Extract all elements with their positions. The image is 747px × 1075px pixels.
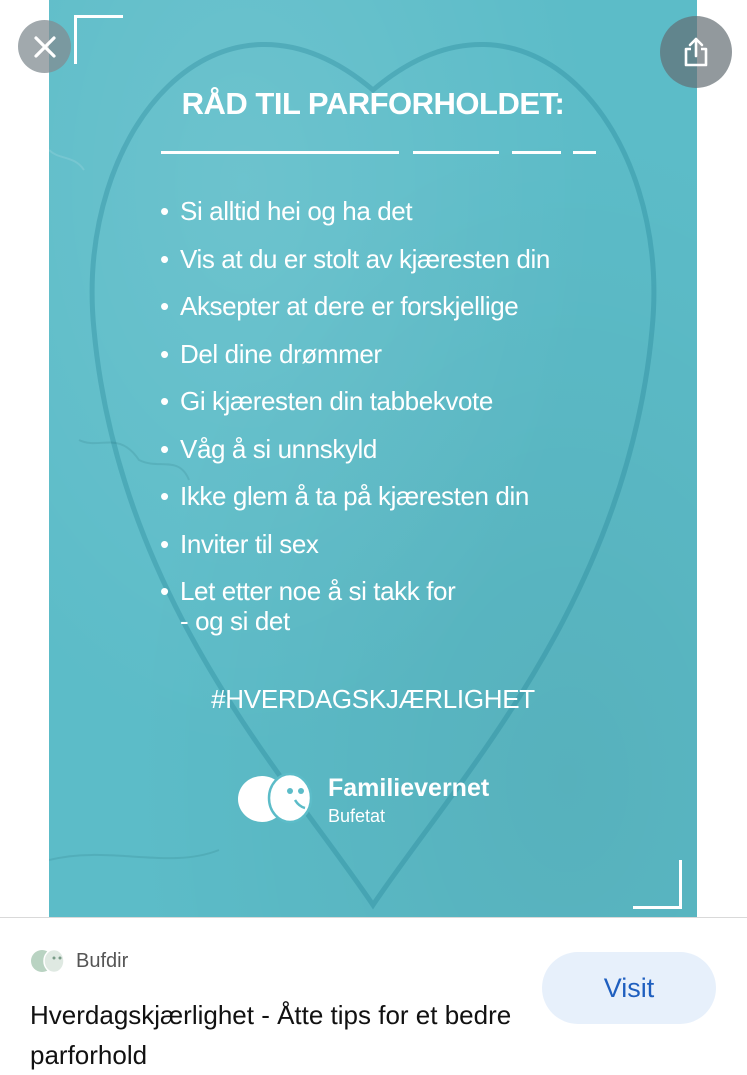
- tip-item: [160, 576, 620, 636]
- tip-text: • Inviter til sex: [180, 528, 319, 559]
- share-icon: [681, 36, 711, 68]
- title-underline: [512, 151, 561, 154]
- tips-list: [160, 196, 620, 654]
- bufdir-logo-icon: [30, 948, 66, 974]
- tip-text: • Aksepter at dere er forskjellige: [180, 291, 519, 321]
- tip-item: [160, 386, 620, 416]
- tip-text: • Let etter noe å si takk for: [180, 576, 456, 606]
- hashtag: #HVERDAGSKJÆRLIGHET: [211, 684, 535, 714]
- share-button[interactable]: [660, 16, 732, 88]
- pin-title: Hverdagskjærlighet - Åtte tips for et bedre parforhold: [30, 1000, 512, 1070]
- visit-button[interactable]: Visit: [542, 952, 716, 1024]
- tip-text: • Våg å si unnskyld: [180, 433, 377, 464]
- brand-subtitle: Bufetat: [328, 806, 386, 826]
- brand-name: Familievernet: [328, 774, 490, 802]
- tip-text: • Si alltid hei og ha det: [180, 196, 413, 226]
- tip-text: • Del dine drømmer: [180, 338, 382, 369]
- source-attribution[interactable]: [30, 948, 128, 974]
- corner-bracket-bottom-right: [633, 860, 682, 909]
- tip-item: [160, 529, 620, 559]
- tip-item: [160, 434, 620, 464]
- tip-item: [160, 196, 620, 226]
- poster-title: RÅD TIL PARFORHOLDET:: [181, 86, 565, 121]
- close-icon: [33, 35, 57, 59]
- title-underline: [573, 151, 596, 154]
- tip-item: [160, 339, 620, 369]
- familievernet-logo-icon: [237, 772, 313, 824]
- tip-text: • Vis at du er stolt av kjæresten din: [180, 243, 550, 274]
- source-name: Bufdir: [76, 949, 129, 972]
- pin-image[interactable]: [49, 0, 697, 917]
- tip-item: [160, 291, 620, 321]
- tip-item: [160, 244, 620, 274]
- title-underline: [161, 151, 399, 154]
- corner-bracket-top-left: [74, 15, 123, 64]
- tip-text: • Gi kjæresten din tabbekvote: [180, 386, 493, 416]
- title-underline: [413, 151, 499, 154]
- close-button[interactable]: [18, 20, 71, 73]
- tip-text: - og si det: [180, 606, 290, 636]
- tip-text: • Ikke glem å ta på kjæresten din: [180, 481, 529, 511]
- tip-item: [160, 481, 620, 511]
- divider: [0, 917, 747, 918]
